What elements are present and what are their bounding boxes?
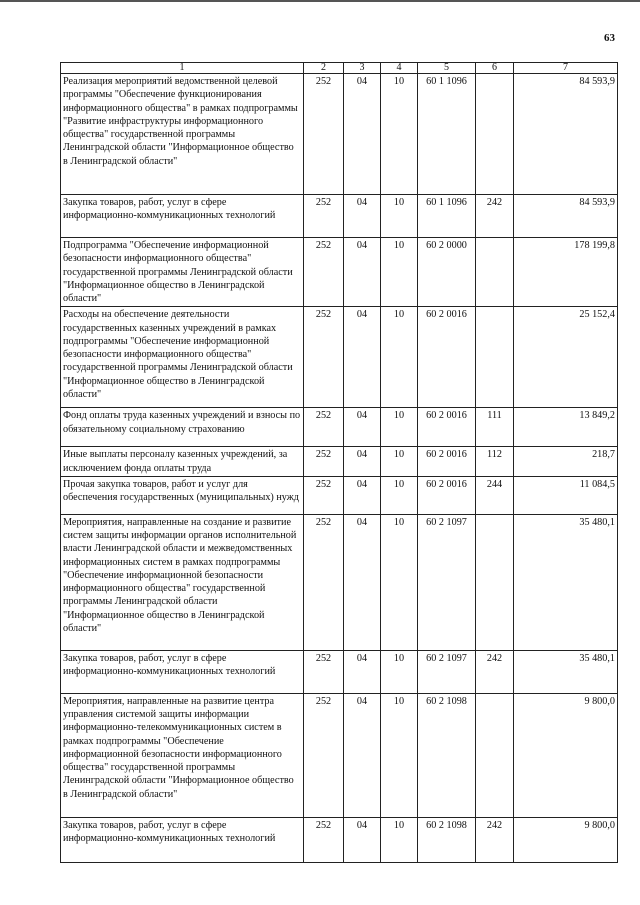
row-amount: 25 152,4 xyxy=(514,307,618,408)
row-expense-type: 244 xyxy=(476,476,514,514)
row-description: Фонд оплаты труда казенных учреждений и взносы по обязательному социальному страхованию xyxy=(61,408,304,447)
row-section-code: 04 xyxy=(344,514,381,650)
row-target-article: 60 1 1096 xyxy=(418,195,476,238)
row-description: Реализация мероприятий ведомственной целевой программы "Обеспечение функционирования информационного общества" в рамках подпрограммы "Развитие инфраструктуры информационного общества" государственной программы Ленинградской области "Информационное общество в Ленинградской области" xyxy=(61,74,304,195)
row-admin-code: 252 xyxy=(304,74,344,195)
row-subsection-code: 10 xyxy=(381,817,418,862)
table-row xyxy=(61,447,618,477)
row-admin-code: 252 xyxy=(304,195,344,238)
row-expense-type xyxy=(476,307,514,408)
row-amount: 84 593,9 xyxy=(514,195,618,238)
row-admin-code: 252 xyxy=(304,307,344,408)
row-subsection-code: 10 xyxy=(381,238,418,307)
header-col-1: 1 xyxy=(61,63,304,74)
row-amount: 35 480,1 xyxy=(514,514,618,650)
row-subsection-code: 10 xyxy=(381,74,418,195)
row-description: Мероприятия, направленные на развитие центра управления системой защиты информации информационно-телекоммуникационных систем в рамках подпрограммы "Обеспечение информационной безопасности информационного общества" государственной программы Ленинградской области "Информационное общество в Ленинградской области" xyxy=(61,693,304,817)
row-expense-type xyxy=(476,74,514,195)
row-target-article: 60 2 0016 xyxy=(418,447,476,477)
row-target-article: 60 2 0016 xyxy=(418,408,476,447)
row-admin-code: 252 xyxy=(304,408,344,447)
row-subsection-code: 10 xyxy=(381,514,418,650)
row-subsection-code: 10 xyxy=(381,650,418,693)
row-admin-code: 252 xyxy=(304,693,344,817)
row-target-article: 60 2 1097 xyxy=(418,514,476,650)
header-col-3: 3 xyxy=(344,63,381,74)
header-col-7: 7 xyxy=(514,63,618,74)
row-amount: 11 084,5 xyxy=(514,476,618,514)
table-row xyxy=(61,74,618,195)
table-row xyxy=(61,238,618,307)
row-section-code: 04 xyxy=(344,307,381,408)
row-description: Прочая закупка товаров, работ и услуг для обеспечения государственных (муниципальных) нужд xyxy=(61,476,304,514)
table-row xyxy=(61,514,618,650)
row-amount: 84 593,9 xyxy=(514,74,618,195)
row-description: Закупка товаров, работ, услуг в сфере информационно-коммуникационных технологий xyxy=(61,650,304,693)
row-expense-type xyxy=(476,514,514,650)
page-number: 63 xyxy=(604,32,615,44)
row-description: Закупка товаров, работ, услуг в сфере информационно-коммуникационных технологий xyxy=(61,195,304,238)
row-section-code: 04 xyxy=(344,650,381,693)
row-admin-code: 252 xyxy=(304,514,344,650)
row-section-code: 04 xyxy=(344,74,381,195)
header-col-6: 6 xyxy=(476,63,514,74)
table-row xyxy=(61,307,618,408)
row-subsection-code: 10 xyxy=(381,693,418,817)
row-target-article: 60 2 1098 xyxy=(418,693,476,817)
header-col-2: 2 xyxy=(304,63,344,74)
scan-edge-line xyxy=(0,0,640,2)
row-amount: 9 800,0 xyxy=(514,817,618,862)
row-expense-type: 242 xyxy=(476,817,514,862)
row-section-code: 04 xyxy=(344,817,381,862)
table-row xyxy=(61,650,618,693)
row-target-article: 60 1 1096 xyxy=(418,74,476,195)
table-row xyxy=(61,817,618,862)
row-admin-code: 252 xyxy=(304,650,344,693)
row-subsection-code: 10 xyxy=(381,447,418,477)
row-expense-type xyxy=(476,693,514,817)
row-target-article: 60 2 0000 xyxy=(418,238,476,307)
row-expense-type: 112 xyxy=(476,447,514,477)
row-subsection-code: 10 xyxy=(381,195,418,238)
row-subsection-code: 10 xyxy=(381,476,418,514)
row-section-code: 04 xyxy=(344,476,381,514)
row-expense-type: 242 xyxy=(476,195,514,238)
row-subsection-code: 10 xyxy=(381,307,418,408)
budget-table xyxy=(60,62,618,863)
row-section-code: 04 xyxy=(344,195,381,238)
row-target-article: 60 2 0016 xyxy=(418,476,476,514)
row-expense-type xyxy=(476,238,514,307)
table-row xyxy=(61,476,618,514)
row-amount: 9 800,0 xyxy=(514,693,618,817)
row-description: Иные выплаты персоналу казенных учреждений, за исключением фонда оплаты труда xyxy=(61,447,304,477)
row-admin-code: 252 xyxy=(304,817,344,862)
row-admin-code: 252 xyxy=(304,476,344,514)
header-col-4: 4 xyxy=(381,63,418,74)
row-amount: 178 199,8 xyxy=(514,238,618,307)
row-expense-type: 242 xyxy=(476,650,514,693)
row-description: Подпрограмма "Обеспечение информационной безопасности информационного общества" государственной программы Ленинградской области "Информационное общество в Ленинградской области" xyxy=(61,238,304,307)
row-description: Мероприятия, направленные на создание и развитие систем защиты информации органов исполнительной власти Ленинградской области и межведомственных информационных систем в рамках подпрограммы "Обеспечение информационной безопасности информационного общества" государственной программы Ленинградской области "Информационное общество в Ленинградской области" xyxy=(61,514,304,650)
row-amount: 35 480,1 xyxy=(514,650,618,693)
row-target-article: 60 2 1097 xyxy=(418,650,476,693)
row-target-article: 60 2 1098 xyxy=(418,817,476,862)
table-row xyxy=(61,408,618,447)
header-col-5: 5 xyxy=(418,63,476,74)
row-subsection-code: 10 xyxy=(381,408,418,447)
row-section-code: 04 xyxy=(344,408,381,447)
row-expense-type: 111 xyxy=(476,408,514,447)
row-admin-code: 252 xyxy=(304,447,344,477)
header-row xyxy=(61,63,618,74)
row-section-code: 04 xyxy=(344,238,381,307)
table-row xyxy=(61,693,618,817)
row-amount: 218,7 xyxy=(514,447,618,477)
table-row xyxy=(61,195,618,238)
row-target-article: 60 2 0016 xyxy=(418,307,476,408)
row-amount: 13 849,2 xyxy=(514,408,618,447)
row-section-code: 04 xyxy=(344,693,381,817)
row-admin-code: 252 xyxy=(304,238,344,307)
row-description: Расходы на обеспечение деятельности государственных казенных учреждений в рамках подпрограммы "Обеспечение информационной безопасности информационного общества" государственной программы Ленинградской области "Информационное общество в Ленинградской области" xyxy=(61,307,304,408)
row-description: Закупка товаров, работ, услуг в сфере информационно-коммуникационных технологий xyxy=(61,817,304,862)
row-section-code: 04 xyxy=(344,447,381,477)
